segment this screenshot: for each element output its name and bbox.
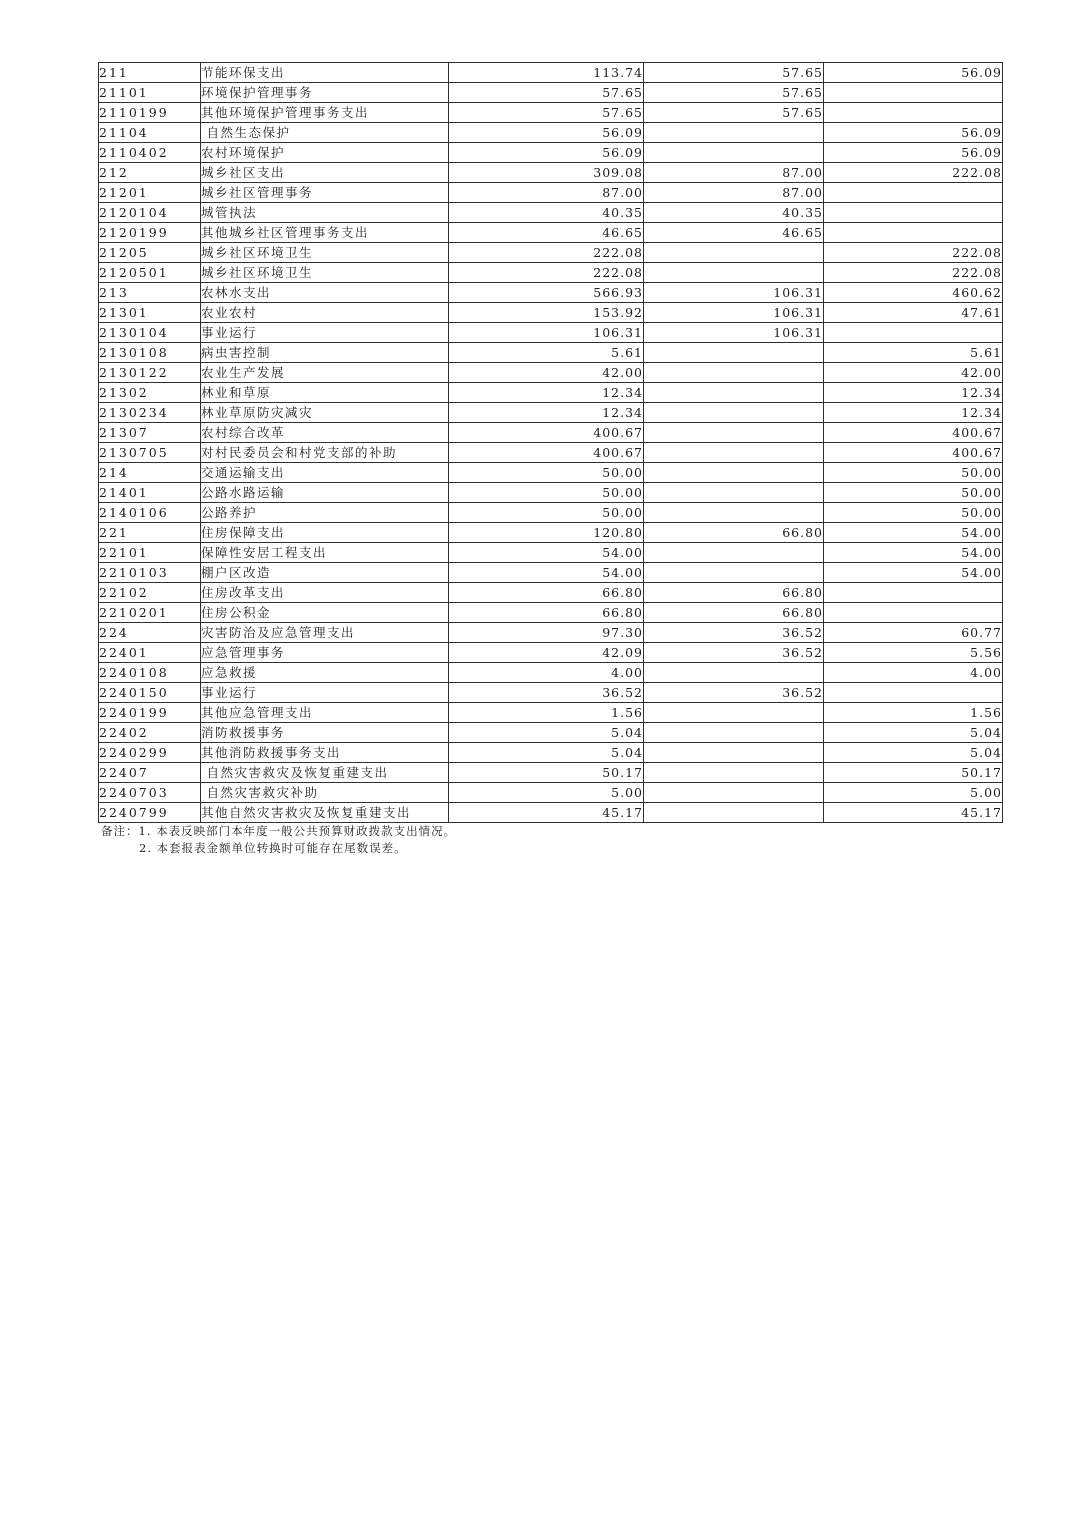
- table-row: [99, 203, 1003, 223]
- row-amount-3: 400.67: [824, 423, 1003, 443]
- table-row: [99, 523, 1003, 543]
- row-amount-3: 222.08: [824, 263, 1003, 283]
- row-item-name: 保障性安居工程支出: [201, 543, 449, 563]
- row-amount-1: 222.08: [449, 263, 644, 283]
- row-amount-3: 222.08: [824, 243, 1003, 263]
- row-item-name: 自然灾害救灾补助: [201, 783, 449, 803]
- row-amount-2: 87.00: [644, 163, 824, 183]
- row-amount-3: 54.00: [824, 563, 1003, 583]
- table-row: [99, 143, 1003, 163]
- table-row: [99, 243, 1003, 263]
- row-amount-1: 57.65: [449, 83, 644, 103]
- row-amount-2: [644, 503, 824, 523]
- row-code: 212: [99, 163, 201, 183]
- table-row: [99, 83, 1003, 103]
- row-amount-3: 12.34: [824, 403, 1003, 423]
- table-row: [99, 763, 1003, 783]
- row-amount-3: 5.04: [824, 743, 1003, 763]
- row-code: 2240108: [99, 663, 201, 683]
- row-code: 211: [99, 63, 201, 83]
- row-item-name: 应急管理事务: [201, 643, 449, 663]
- row-item-name: 农业生产发展: [201, 363, 449, 383]
- row-amount-2: 106.31: [644, 323, 824, 343]
- table-row: [99, 603, 1003, 623]
- row-item-name: 环境保护管理事务: [201, 83, 449, 103]
- row-code: 21307: [99, 423, 201, 443]
- row-amount-2: 57.65: [644, 63, 824, 83]
- row-amount-1: 120.80: [449, 523, 644, 543]
- row-code: 2130122: [99, 363, 201, 383]
- row-amount-3: 5.04: [824, 723, 1003, 743]
- row-amount-1: 36.52: [449, 683, 644, 703]
- row-item-name: 林业和草原: [201, 383, 449, 403]
- row-amount-1: 50.00: [449, 483, 644, 503]
- row-amount-1: 5.04: [449, 723, 644, 743]
- row-amount-1: 57.65: [449, 103, 644, 123]
- row-amount-2: [644, 723, 824, 743]
- row-code: 2120104: [99, 203, 201, 223]
- row-item-name: 公路养护: [201, 503, 449, 523]
- row-amount-3: 50.00: [824, 503, 1003, 523]
- row-amount-3: 42.00: [824, 363, 1003, 383]
- row-code: 21302: [99, 383, 201, 403]
- row-item-name: 城管执法: [201, 203, 449, 223]
- row-code: 22407: [99, 763, 201, 783]
- row-item-name: 住房公积金: [201, 603, 449, 623]
- row-amount-3: [824, 183, 1003, 203]
- footnotes: [101, 823, 456, 856]
- row-amount-2: 40.35: [644, 203, 824, 223]
- row-amount-2: 36.52: [644, 643, 824, 663]
- table-row: [99, 103, 1003, 123]
- row-amount-3: [824, 223, 1003, 243]
- row-amount-3: 50.00: [824, 483, 1003, 503]
- row-amount-3: 460.62: [824, 283, 1003, 303]
- row-amount-3: 50.17: [824, 763, 1003, 783]
- row-item-name: 节能环保支出: [201, 63, 449, 83]
- row-item-name: 林业草原防灾减灾: [201, 403, 449, 423]
- row-code: 22102: [99, 583, 201, 603]
- budget-table-body: [99, 63, 1003, 823]
- row-code: 2130234: [99, 403, 201, 423]
- row-amount-3: 400.67: [824, 443, 1003, 463]
- row-amount-2: [644, 563, 824, 583]
- row-amount-2: [644, 463, 824, 483]
- row-amount-1: 4.00: [449, 663, 644, 683]
- footnotes-label: 备注：: [101, 824, 139, 838]
- row-amount-1: 566.93: [449, 283, 644, 303]
- row-item-name: 农村环境保护: [201, 143, 449, 163]
- row-amount-2: [644, 443, 824, 463]
- row-item-name: 其他消防救援事务支出: [201, 743, 449, 763]
- table-row: [99, 263, 1003, 283]
- row-item-name: 交通运输支出: [201, 463, 449, 483]
- row-code: 21301: [99, 303, 201, 323]
- row-amount-1: 56.09: [449, 143, 644, 163]
- row-amount-1: 54.00: [449, 563, 644, 583]
- row-code: 2130104: [99, 323, 201, 343]
- row-amount-3: 12.34: [824, 383, 1003, 403]
- table-row: [99, 783, 1003, 803]
- row-amount-3: 56.09: [824, 123, 1003, 143]
- row-amount-1: 46.65: [449, 223, 644, 243]
- row-amount-3: 45.17: [824, 803, 1003, 823]
- row-amount-1: 56.09: [449, 123, 644, 143]
- row-amount-2: 36.52: [644, 683, 824, 703]
- table-row: [99, 663, 1003, 683]
- row-amount-2: 36.52: [644, 623, 824, 643]
- footnote-1-text: 1. 本表反映部门本年度一般公共预算财政拨款支出情况。: [138, 824, 457, 838]
- row-amount-3: 60.77: [824, 623, 1003, 643]
- row-amount-1: 222.08: [449, 243, 644, 263]
- table-row: [99, 503, 1003, 523]
- row-code: 2120501: [99, 263, 201, 283]
- row-amount-3: [824, 603, 1003, 623]
- row-amount-2: [644, 703, 824, 723]
- row-amount-1: 153.92: [449, 303, 644, 323]
- row-code: 214: [99, 463, 201, 483]
- row-amount-2: 46.65: [644, 223, 824, 243]
- row-amount-2: [644, 483, 824, 503]
- row-amount-2: [644, 363, 824, 383]
- row-amount-2: [644, 763, 824, 783]
- row-code: 2240150: [99, 683, 201, 703]
- row-code: 213: [99, 283, 201, 303]
- row-amount-3: 5.56: [824, 643, 1003, 663]
- row-code: 2240703: [99, 783, 201, 803]
- table-row: [99, 183, 1003, 203]
- row-item-name: 农村综合改革: [201, 423, 449, 443]
- row-amount-2: [644, 383, 824, 403]
- row-amount-2: 66.80: [644, 583, 824, 603]
- row-code: 2110199: [99, 103, 201, 123]
- row-amount-3: 54.00: [824, 523, 1003, 543]
- table-row: [99, 563, 1003, 583]
- table-row: [99, 283, 1003, 303]
- table-row: [99, 123, 1003, 143]
- row-amount-3: 1.56: [824, 703, 1003, 723]
- table-row: [99, 583, 1003, 603]
- row-amount-3: 54.00: [824, 543, 1003, 563]
- row-amount-1: 50.00: [449, 503, 644, 523]
- row-code: 2210201: [99, 603, 201, 623]
- row-amount-2: 66.80: [644, 603, 824, 623]
- row-code: 224: [99, 623, 201, 643]
- row-item-name: 自然生态保护: [201, 123, 449, 143]
- table-row: [99, 683, 1003, 703]
- table-row: [99, 423, 1003, 443]
- row-item-name: 其他应急管理支出: [201, 703, 449, 723]
- row-amount-1: 40.35: [449, 203, 644, 223]
- row-amount-1: 42.09: [449, 643, 644, 663]
- row-item-name: 其他环境保护管理事务支出: [201, 103, 449, 123]
- row-amount-2: 106.31: [644, 283, 824, 303]
- row-amount-2: [644, 403, 824, 423]
- row-amount-2: [644, 803, 824, 823]
- row-amount-1: 5.04: [449, 743, 644, 763]
- row-item-name: 对村民委员会和村党支部的补助: [201, 443, 449, 463]
- row-amount-1: 42.00: [449, 363, 644, 383]
- row-amount-1: 106.31: [449, 323, 644, 343]
- row-item-name: 城乡社区环境卫生: [201, 263, 449, 283]
- row-code: 21401: [99, 483, 201, 503]
- table-row: [99, 483, 1003, 503]
- row-amount-1: 50.00: [449, 463, 644, 483]
- row-code: 2120199: [99, 223, 201, 243]
- table-row: [99, 303, 1003, 323]
- row-amount-2: [644, 263, 824, 283]
- row-amount-3: 5.61: [824, 343, 1003, 363]
- row-amount-1: 1.56: [449, 703, 644, 723]
- row-amount-1: 87.00: [449, 183, 644, 203]
- row-amount-2: [644, 123, 824, 143]
- table-row: [99, 443, 1003, 463]
- row-amount-3: 47.61: [824, 303, 1003, 323]
- row-item-name: 城乡社区环境卫生: [201, 243, 449, 263]
- row-amount-2: 66.80: [644, 523, 824, 543]
- row-amount-2: [644, 423, 824, 443]
- row-amount-1: 400.67: [449, 423, 644, 443]
- row-amount-1: 400.67: [449, 443, 644, 463]
- row-amount-2: 87.00: [644, 183, 824, 203]
- row-amount-3: 222.08: [824, 163, 1003, 183]
- row-item-name: 消防救援事务: [201, 723, 449, 743]
- row-item-name: 其他自然灾害救灾及恢复重建支出: [201, 803, 449, 823]
- row-item-name: 其他城乡社区管理事务支出: [201, 223, 449, 243]
- row-amount-3: [824, 323, 1003, 343]
- row-code: 21205: [99, 243, 201, 263]
- table-row: [99, 803, 1003, 823]
- footnote-line-2: [101, 840, 456, 857]
- row-code: 2240299: [99, 743, 201, 763]
- row-item-name: 事业运行: [201, 323, 449, 343]
- footnote-line-1: [101, 823, 456, 840]
- row-code: 21101: [99, 83, 201, 103]
- table-row: [99, 703, 1003, 723]
- row-amount-1: 12.34: [449, 403, 644, 423]
- row-amount-1: 54.00: [449, 543, 644, 563]
- row-code: 2110402: [99, 143, 201, 163]
- table-row: [99, 543, 1003, 563]
- table-row: [99, 383, 1003, 403]
- row-code: 2130705: [99, 443, 201, 463]
- row-code: 2240799: [99, 803, 201, 823]
- row-amount-1: 309.08: [449, 163, 644, 183]
- row-amount-3: [824, 103, 1003, 123]
- row-amount-2: [644, 743, 824, 763]
- row-amount-1: 50.17: [449, 763, 644, 783]
- row-code: 2130108: [99, 343, 201, 363]
- row-code: 2210103: [99, 563, 201, 583]
- row-code: 21201: [99, 183, 201, 203]
- row-amount-3: [824, 583, 1003, 603]
- row-item-name: 住房保障支出: [201, 523, 449, 543]
- row-amount-2: [644, 343, 824, 363]
- row-amount-2: [644, 663, 824, 683]
- row-item-name: 住房改革支出: [201, 583, 449, 603]
- row-item-name: 自然灾害救灾及恢复重建支出: [201, 763, 449, 783]
- row-amount-2: 57.65: [644, 103, 824, 123]
- row-item-name: 农林水支出: [201, 283, 449, 303]
- row-item-name: 农业农村: [201, 303, 449, 323]
- table-row: [99, 643, 1003, 663]
- row-amount-1: 113.74: [449, 63, 644, 83]
- table-row: [99, 363, 1003, 383]
- row-amount-1: 45.17: [449, 803, 644, 823]
- footnote-2-text: 2. 本套报表金额单位转换时可能存在尾数误差。: [139, 840, 407, 855]
- table-row: [99, 743, 1003, 763]
- row-amount-2: [644, 143, 824, 163]
- row-code: 221: [99, 523, 201, 543]
- row-item-name: 棚户区改造: [201, 563, 449, 583]
- table-row: [99, 723, 1003, 743]
- row-item-name: 灾害防治及应急管理支出: [201, 623, 449, 643]
- row-amount-2: [644, 543, 824, 563]
- row-code: 22101: [99, 543, 201, 563]
- table-row: [99, 623, 1003, 643]
- row-item-name: 病虫害控制: [201, 343, 449, 363]
- row-amount-2: [644, 783, 824, 803]
- row-amount-1: 66.80: [449, 583, 644, 603]
- table-row: [99, 223, 1003, 243]
- row-item-name: 城乡社区支出: [201, 163, 449, 183]
- row-amount-3: 4.00: [824, 663, 1003, 683]
- row-item-name: 公路水路运输: [201, 483, 449, 503]
- table-row: [99, 463, 1003, 483]
- row-item-name: 应急救援: [201, 663, 449, 683]
- row-amount-3: 5.00: [824, 783, 1003, 803]
- row-code: 2240199: [99, 703, 201, 723]
- row-item-name: 事业运行: [201, 683, 449, 703]
- row-code: 2140106: [99, 503, 201, 523]
- budget-expenditure-table: [98, 62, 1003, 823]
- row-amount-1: 5.61: [449, 343, 644, 363]
- row-amount-1: 66.80: [449, 603, 644, 623]
- table-row: [99, 343, 1003, 363]
- row-code: 22401: [99, 643, 201, 663]
- row-amount-3: [824, 683, 1003, 703]
- row-amount-2: [644, 243, 824, 263]
- row-amount-3: 56.09: [824, 63, 1003, 83]
- row-code: 21104: [99, 123, 201, 143]
- row-amount-1: 5.00: [449, 783, 644, 803]
- table-row: [99, 323, 1003, 343]
- row-amount-1: 12.34: [449, 383, 644, 403]
- row-item-name: 城乡社区管理事务: [201, 183, 449, 203]
- table-row: [99, 63, 1003, 83]
- row-amount-2: 106.31: [644, 303, 824, 323]
- row-amount-1: 97.30: [449, 623, 644, 643]
- row-amount-3: [824, 83, 1003, 103]
- row-amount-3: 56.09: [824, 143, 1003, 163]
- table-row: [99, 403, 1003, 423]
- row-amount-3: 50.00: [824, 463, 1003, 483]
- row-code: 22402: [99, 723, 201, 743]
- table-row: [99, 163, 1003, 183]
- row-amount-2: 57.65: [644, 83, 824, 103]
- row-amount-3: [824, 203, 1003, 223]
